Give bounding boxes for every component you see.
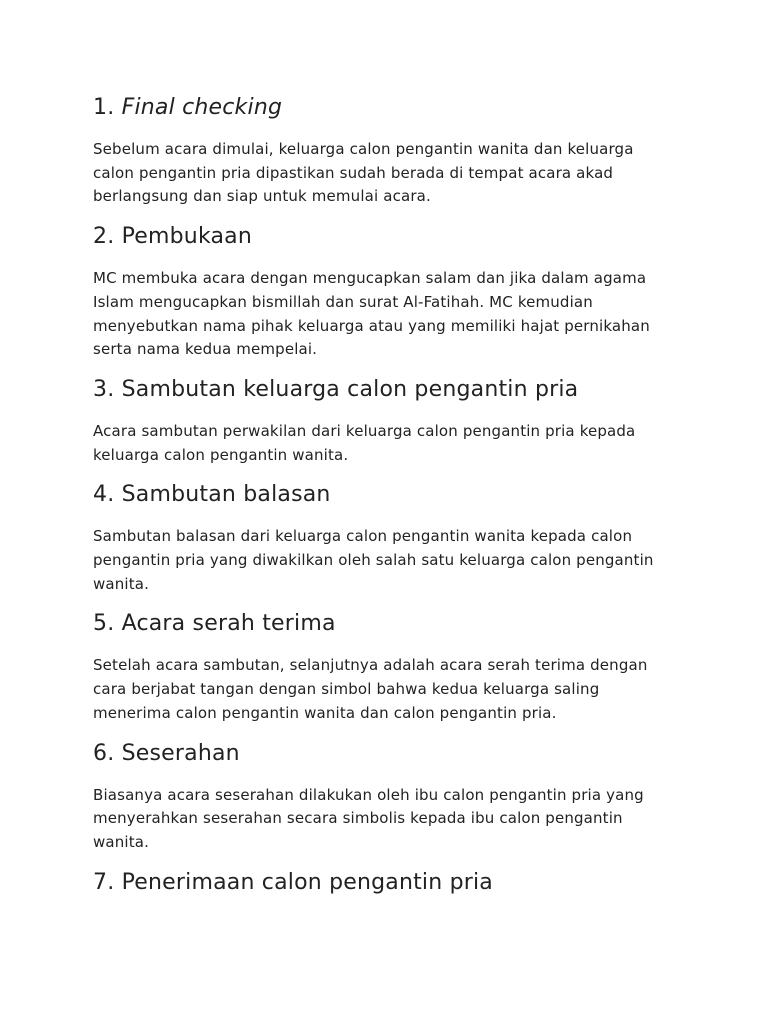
section-heading-final-checking xyxy=(93,93,673,123)
section-title: Sambutan keluarga calon pengantin pria xyxy=(121,376,579,402)
section-heading-penerimaan xyxy=(93,868,673,898)
document-page xyxy=(93,93,673,898)
section-body-seserahan: Biasanya acara seserahan dilakukan oleh ibu calon pengantin pria yang menyerahkan seserahan secara simbolis kepada ibu calon pengantin wanita. xyxy=(93,785,644,851)
section-number: 2. xyxy=(93,224,115,250)
section-body-sambutan-balasan: Sambutan balasan dari keluarga calon pengantin wanita kepada calon pengantin pria yang diwakilkan oleh salah satu keluarga calon pengantin wanita. xyxy=(93,527,654,593)
section-number: 3. xyxy=(93,376,115,402)
section-title: Sambutan balasan xyxy=(121,482,331,508)
section-number: 4. xyxy=(93,482,115,508)
section-body-serah-terima: Setelah acara sambutan, selanjutnya adalah acara serah terima dengan cara berjabat tangan dengan simbol bahwa kedua keluarga saling menerima calon pengantin wanita dan calon pengantin pria. xyxy=(93,656,648,722)
section-title: Seserahan xyxy=(121,740,240,766)
section-number: 1. xyxy=(93,95,115,120)
section-body-final-checking: Sebelum acara dimulai, keluarga calon pengantin wanita dan keluarga calon pengantin pria dipastikan sudah berada di tempat acara akad berlangsung dan siap untuk memulai acara. xyxy=(93,140,634,206)
section-heading-sambutan-balasan xyxy=(93,480,673,510)
section-heading-pembukaan xyxy=(93,222,673,252)
section-number: 6. xyxy=(93,740,115,766)
section-body-pembukaan: MC membuka acara dengan mengucapkan salam dan jika dalam agama Islam mengucapkan bismillah dan surat Al-Fatihah. MC kemudian menyebutkan nama pihak keluarga atau yang memiliki hajat pernikahan serta nama kedua mempelai. xyxy=(93,269,650,359)
section-title: Pembukaan xyxy=(121,224,253,250)
section-title: Final checking xyxy=(121,95,283,120)
section-heading-seserahan xyxy=(93,739,673,769)
section-heading-serah-terima xyxy=(93,609,673,639)
section-title: Penerimaan calon pengantin pria xyxy=(121,869,493,895)
section-heading-sambutan-keluarga xyxy=(93,375,673,405)
section-body-sambutan-keluarga: Acara sambutan perwakilan dari keluarga calon pengantin pria kepada keluarga calon pengantin wanita. xyxy=(93,421,636,464)
section-title: Acara serah terima xyxy=(121,611,336,637)
section-number: 7. xyxy=(93,869,115,895)
section-number: 5. xyxy=(93,611,115,637)
